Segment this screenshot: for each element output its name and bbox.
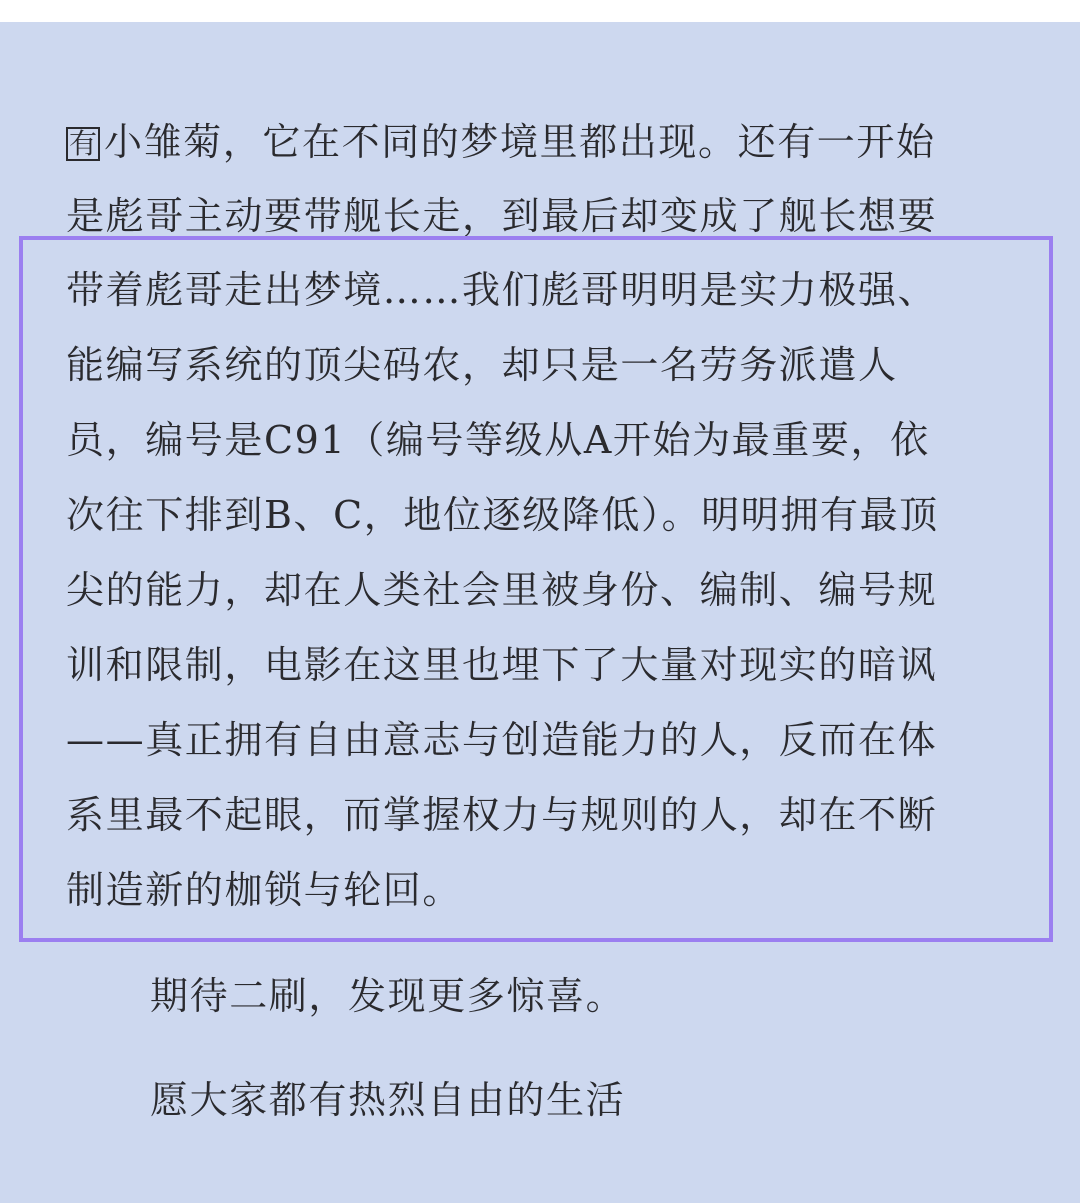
- text-line-8: 训和限制，电影在这里也埋下了大量对现实的暗讽: [66, 643, 938, 687]
- text-line-7: 尖的能力，却在人类社会里被身份、编制、编号规: [66, 568, 938, 612]
- text-line-6: 次往下排到B、C，地位逐级降低）。明明拥有最顶: [66, 493, 939, 537]
- text-line-1: [66, 120, 936, 164]
- paragraph-2: 期待二刷，发现更多惊喜。: [150, 974, 626, 1018]
- text-line-3: 带着彪哥走出梦境……我们彪哥明明是实力极强、: [66, 268, 938, 312]
- text-line-10: 系里最不起眼，而掌握权力与规则的人，却在不断: [66, 793, 938, 837]
- text-line-1-content: 小雏菊，它在不同的梦境里都出现。还有一开始: [104, 120, 936, 164]
- text-line-4: 能编写系统的顶尖码农，却只是一名劳务派遣人: [66, 343, 898, 387]
- text-line-9: ——真正拥有自由意志与创造能力的人，反而在体: [66, 718, 938, 762]
- text-line-2: 是彪哥主动要带舰长走，到最后却变成了舰长想要: [66, 194, 938, 238]
- text-line-11: 制造新的枷锁与轮回。: [66, 868, 463, 912]
- text-line-5: 员，编号是C91（编号等级从A开始为最重要，依: [66, 418, 930, 462]
- highlight-box: [19, 236, 1053, 942]
- partial-character-mark: 有: [66, 127, 100, 161]
- paragraph-3: 愿大家都有热烈自由的生活: [150, 1078, 626, 1122]
